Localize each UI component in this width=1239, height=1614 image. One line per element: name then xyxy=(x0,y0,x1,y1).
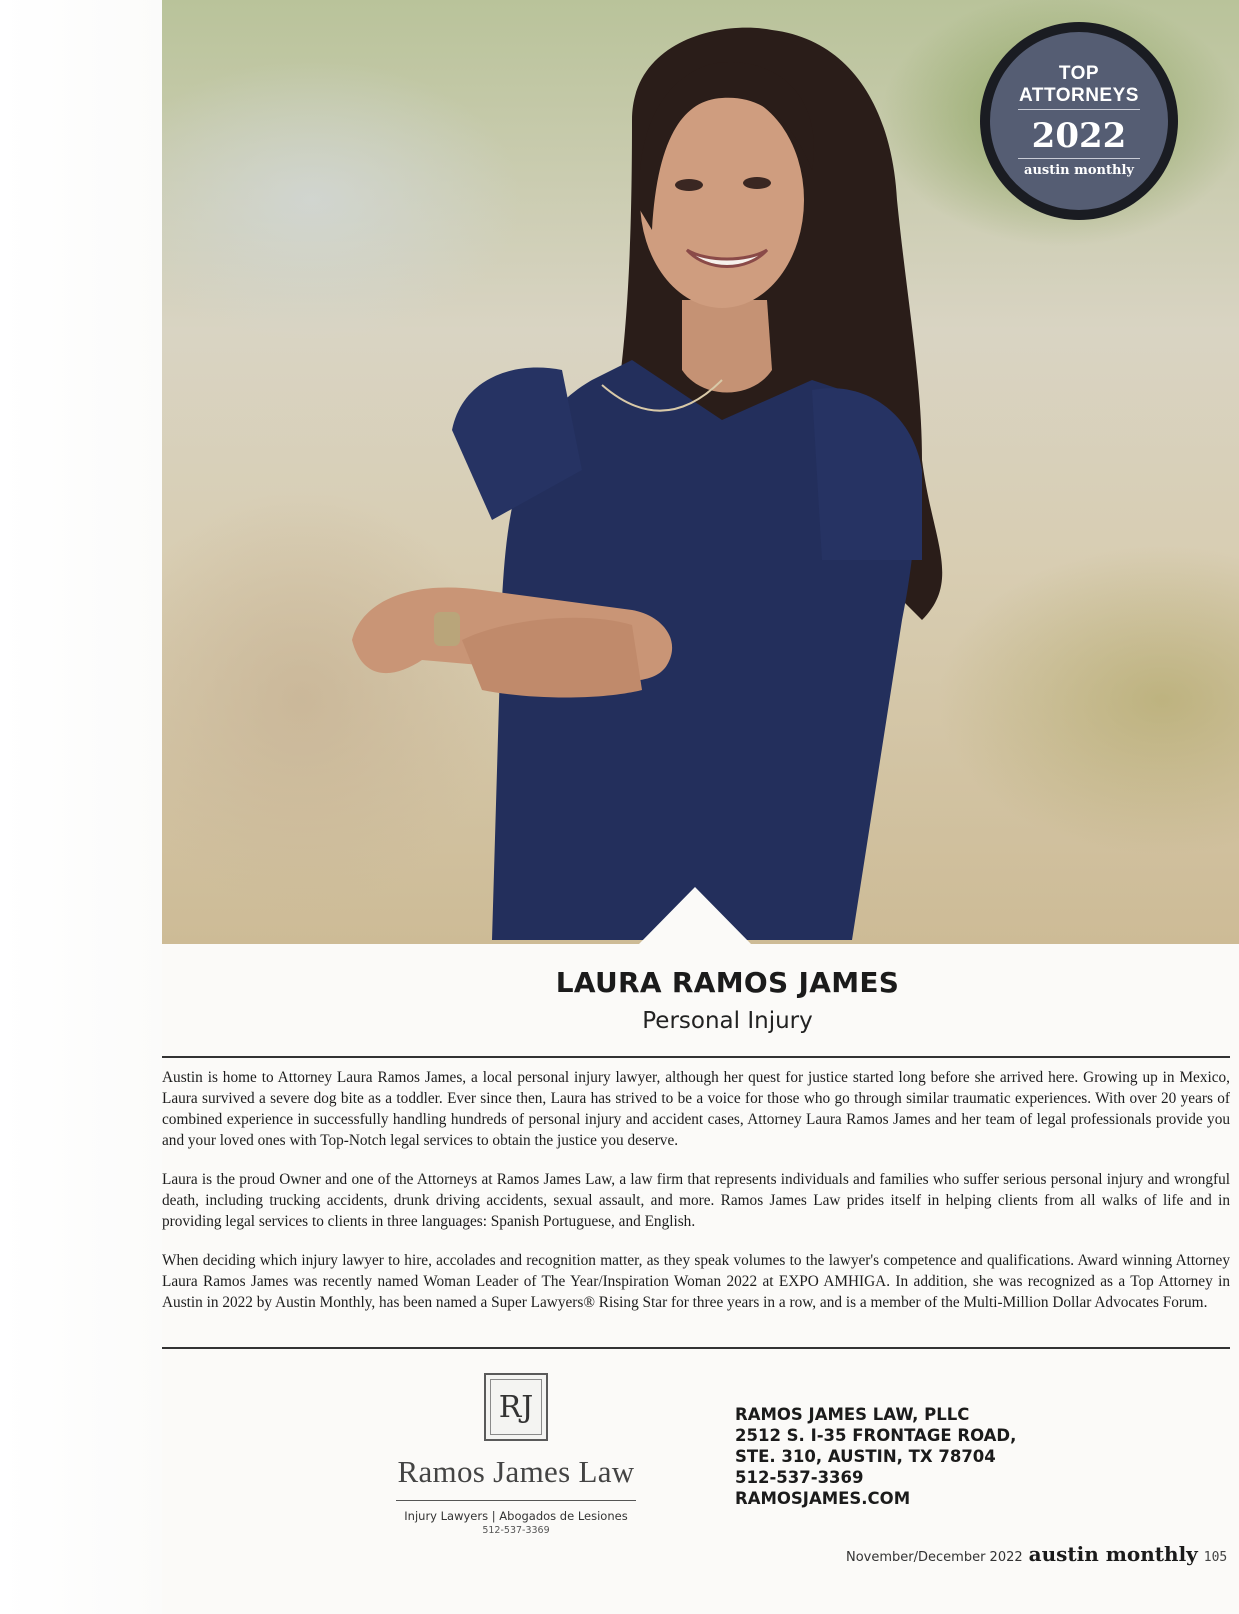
paragraph: Laura is the proud Owner and one of the Attorneys at Ramos James Law, a law firm that represents individuals and families who suffer serious personal injury and wrongful death, including trucking accidents, drunk driving accidents, sexual assault, and more. Ramos James Law prides itself in helping clients from all walks of life and in providing legal services to clients in three languages: Spanish Portuguese, and English. xyxy=(162,1171,1230,1230)
logo-divider xyxy=(396,1500,636,1501)
logo-phone: 512-537-3369 xyxy=(482,1525,550,1536)
page-gutter xyxy=(0,0,162,1614)
footer-publication: austin monthly xyxy=(1028,1542,1198,1566)
badge-line-2: ATTORNEYS xyxy=(1019,85,1139,106)
paragraph: Austin is home to Attorney Laura Ramos James, a local personal injury lawyer, although her quest for justice started long before she arrived here. Growing up in Mexico, Laura survived a severe dog bite as a toddler. Ever since then, Laura has strived to be a voice for those who go through similar traumatic experiences. With over 20 years of combined experience in successfully handling hundreds of personal injury and accident cases, Attorney Laura Ramos James and her team of legal professionals provide you and your loved ones with Top-Notch legal services to obtain the justice you deserve. xyxy=(162,1069,1230,1149)
logo-tagline: Injury Lawyers | Abogados de Lesiones xyxy=(404,1509,628,1523)
badge-divider xyxy=(1018,109,1140,110)
top-divider xyxy=(162,1056,1230,1058)
badge-publication: austin monthly xyxy=(1024,163,1134,178)
top-attorneys-badge xyxy=(980,22,1178,220)
paragraph: When deciding which injury lawyer to hire, accolades and recognition matter, as they speak volumes to the lawyer's competence and qualifications. Award winning Attorney Laura Ramos James was recently named Woman Leader of The Year/Inspiration Woman 2022 at EXPO AMHIGA. In addition, she was recognized as a Top Attorney in Austin in 2022 by Austin Monthly, has been named a Super Lawyers® Rising Star for three years in a row, and is a member of the Multi-Million Dollar Advocates Forum. xyxy=(162,1252,1230,1311)
badge-line-1: TOP xyxy=(1058,63,1100,84)
website-link[interactable]: RAMOSJAMES.COM xyxy=(735,1489,911,1508)
page-number: 105 xyxy=(1203,1550,1228,1565)
practice-area: Personal Injury xyxy=(642,1008,813,1034)
firm-name: RAMOS JAMES LAW, PLLC xyxy=(735,1405,970,1424)
monogram: RJ xyxy=(490,1379,542,1435)
page-footer xyxy=(846,1542,1227,1566)
photo-notch xyxy=(639,887,751,944)
hero-photo xyxy=(162,0,1239,944)
contact-block xyxy=(735,1404,1016,1509)
badge-year: 2022 xyxy=(1031,116,1127,156)
phone-number[interactable]: 512-537-3369 xyxy=(735,1468,864,1487)
issue-date: November/December 2022 xyxy=(846,1550,1023,1565)
address-line-1: 2512 S. I-35 FRONTAGE ROAD, xyxy=(735,1426,1017,1445)
article-body xyxy=(162,1067,1230,1331)
attorney-name: LAURA RAMOS JAMES xyxy=(555,966,900,999)
address-line-2: STE. 310, AUSTIN, TX 78704 xyxy=(735,1447,996,1466)
badge-divider xyxy=(1018,158,1140,159)
monogram-mark xyxy=(484,1373,548,1441)
firm-logo xyxy=(380,1373,652,1536)
bottom-divider xyxy=(162,1347,1230,1349)
logo-firm-name: Ramos James Law xyxy=(397,1454,635,1489)
